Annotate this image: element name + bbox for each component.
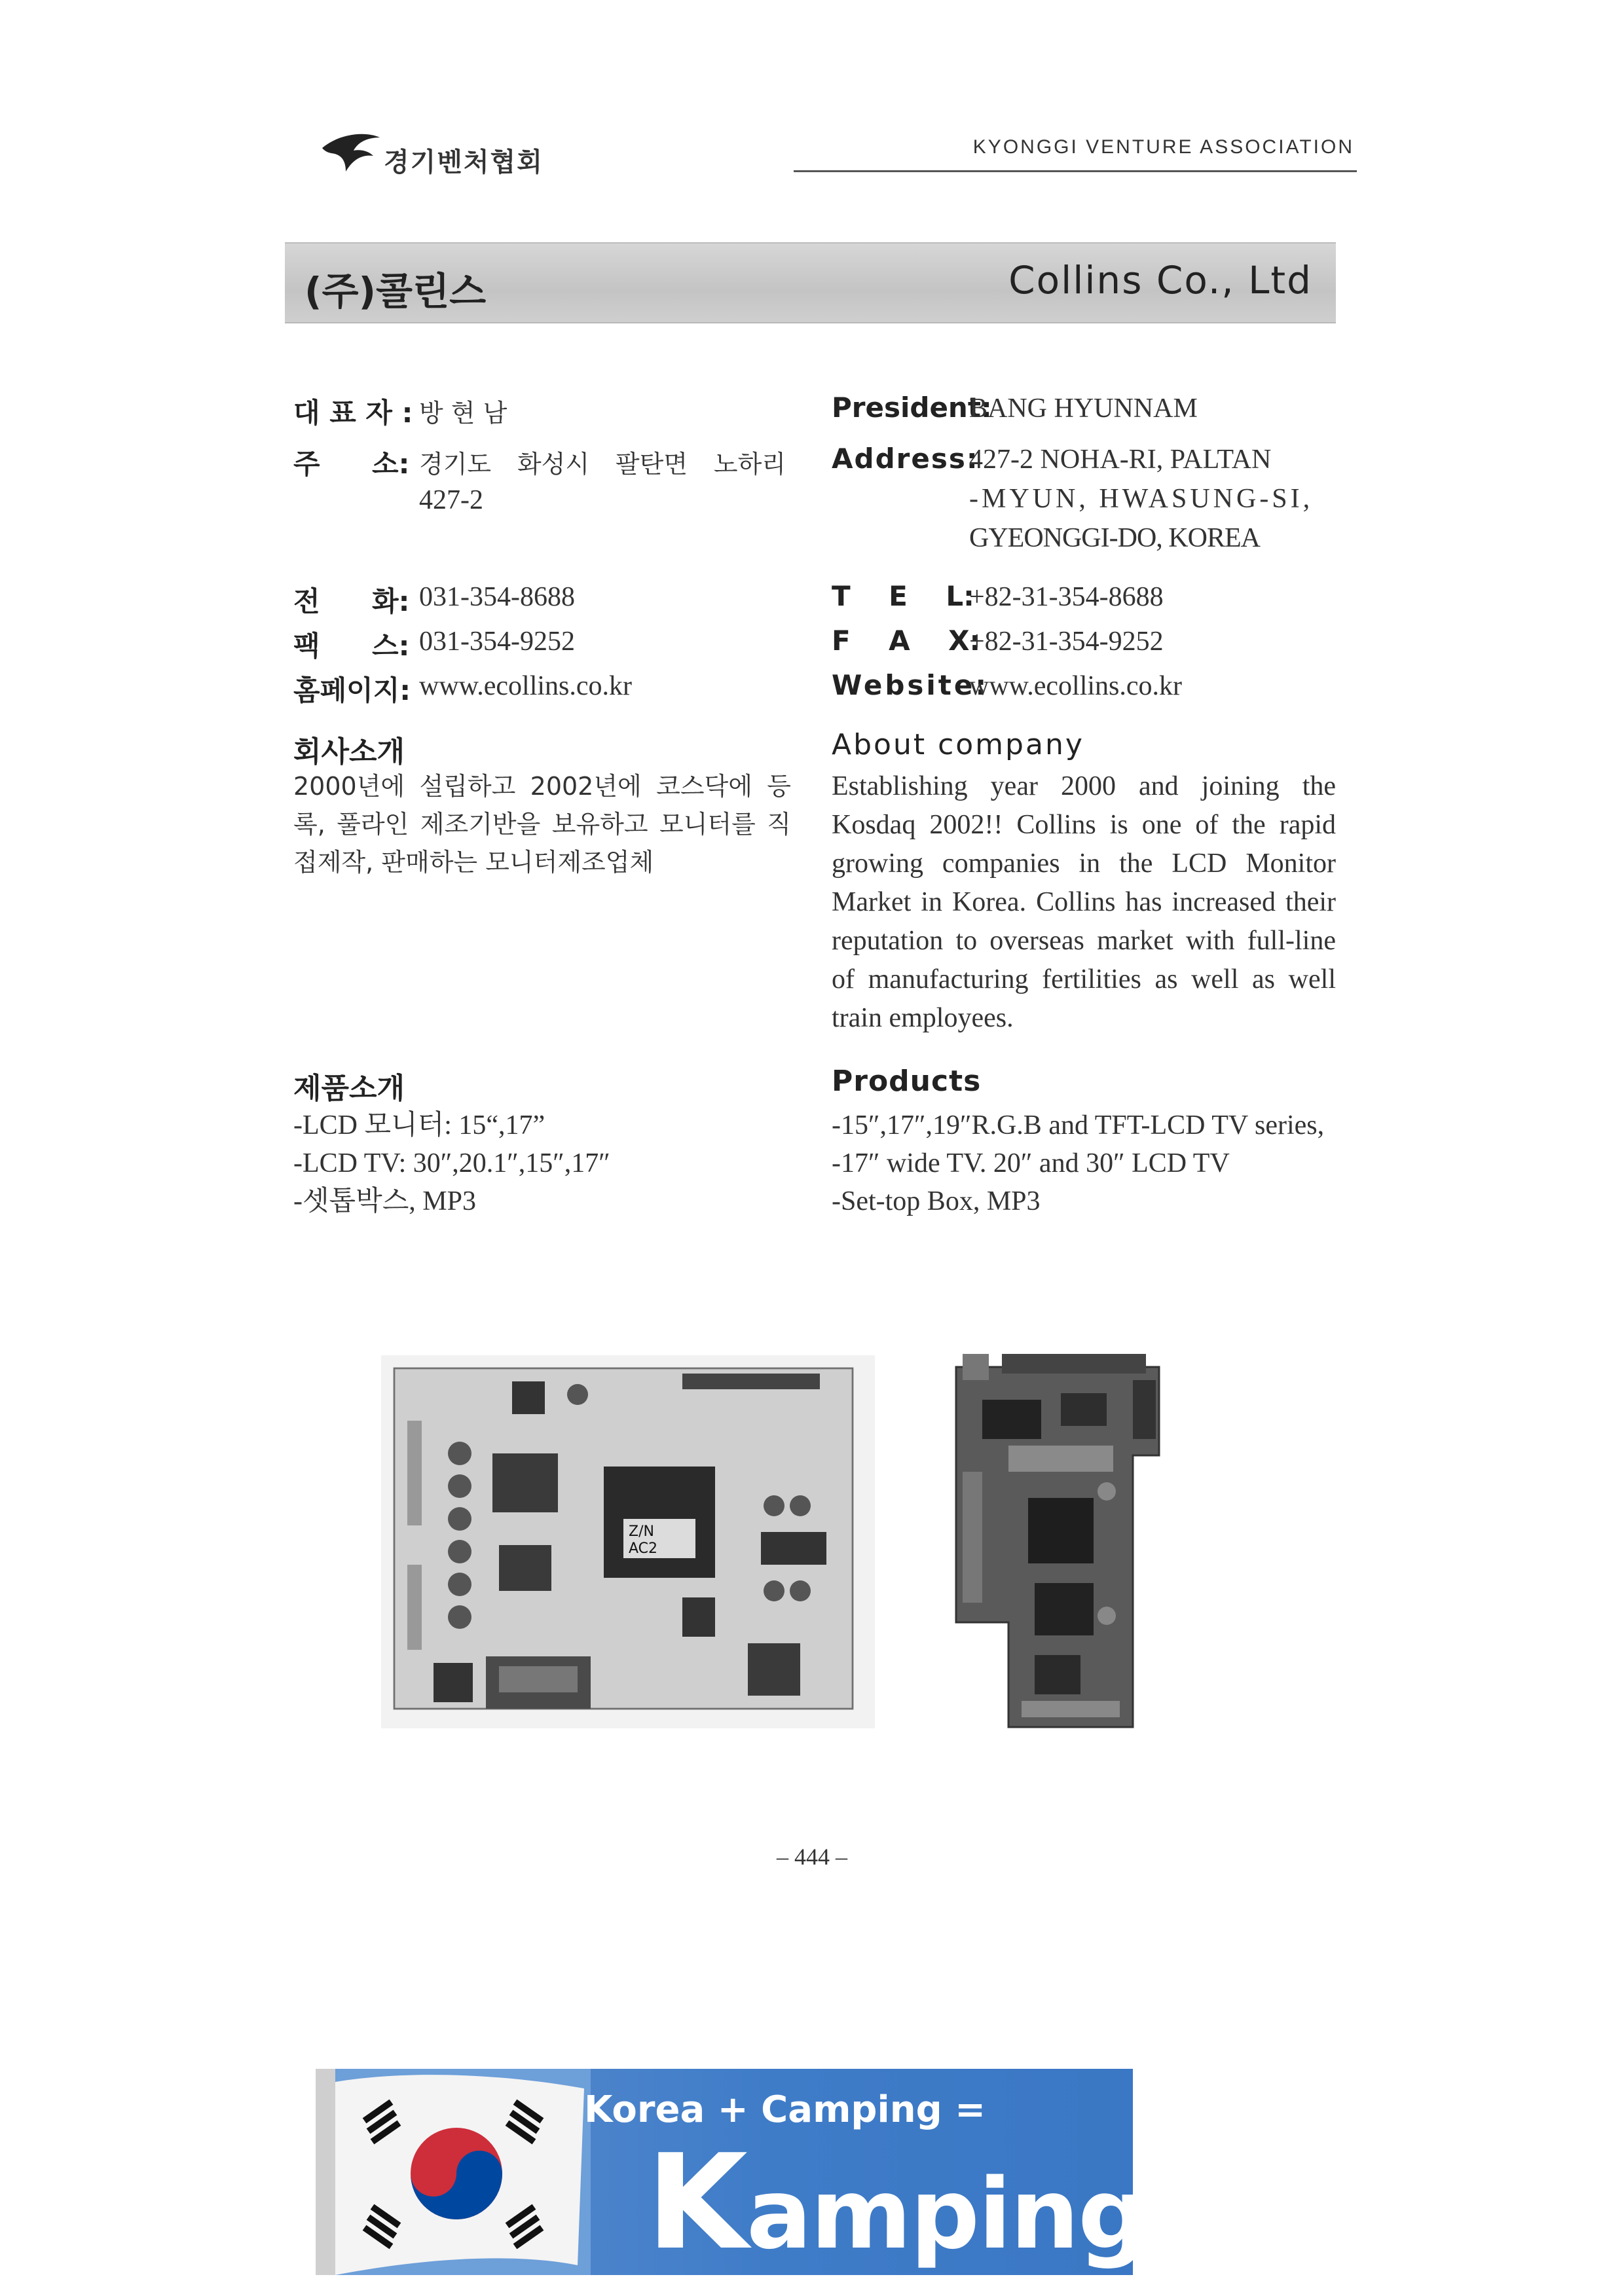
president-value: BANG HYUNNAM [969, 393, 1198, 424]
association-name: KYONGGI VENTURE ASSOCIATION [972, 136, 1354, 158]
products-heading-ko: 제품소개 [293, 1072, 405, 1105]
products-list-en [832, 1106, 1336, 1220]
korean-flag-icon [316, 2069, 591, 2275]
fax-label-ko: 팩 [293, 630, 320, 662]
phone-value-ko: 031-354-8688 [419, 582, 575, 612]
products-heading-en: Products [832, 1065, 982, 1098]
banner-brand [646, 2126, 1276, 2289]
tel-value: +82-31-354-8688 [969, 582, 1164, 612]
about-heading-en: About company [832, 728, 1084, 761]
svg-text:AC2: AC2 [629, 1540, 658, 1557]
circuit-board-image [381, 1355, 875, 1728]
kamping-banner[interactable] [316, 2069, 1276, 2279]
header-divider [794, 170, 1357, 172]
fax-label-en: F A X: [832, 625, 981, 657]
circuit-board-image-2 [936, 1341, 1172, 1734]
association-logo [320, 128, 595, 181]
address-value-ko-line1: 경기도 화성시 팔탄면 노하리 [419, 450, 786, 479]
product-item-ko: -LCD TV: 30″,20.1″,15″,17″ [293, 1148, 610, 1178]
fax-value-ko: 031-354-9252 [419, 627, 575, 657]
product-item-en: -17″ wide TV. 20″ and 30″ LCD TV [832, 1148, 1230, 1178]
tel-label: T E L: [832, 580, 974, 612]
banner-tagline: Korea + Camping = [584, 2088, 986, 2131]
address-label-ko: 주 [293, 448, 320, 480]
svg-text:Z/N: Z/N [629, 1523, 654, 1540]
product-item-en: -Set-top Box, MP3 [832, 1186, 1041, 1216]
website-label: Website: [832, 669, 989, 701]
address-value-en-line2: -MYUN, HWASUNG-SI, [969, 484, 1314, 514]
page-number: – 444 – [777, 1844, 847, 1870]
logo-text: 경기벤처협회 [384, 147, 544, 177]
tv-board-photo [936, 1341, 1172, 1734]
fax-value-en: +82-31-354-9252 [969, 627, 1164, 657]
fax-label-ko-2: 스: [372, 630, 410, 662]
company-name-english: Collins Co., Ltd [1008, 258, 1312, 302]
product-item-ko: -셋톱박스, MP3 [293, 1186, 476, 1216]
representative-label: 대 표 자 : [293, 397, 413, 429]
about-text-en: Establishing year 2000 and joining the Kosdaq 2002!! Collins is one of the rapid growing companies in the LCD Monitor Market in Korea. Collins has increased their reputation to overseas market with full-line of manufacturing fertilities as well as well train employees. [832, 771, 1336, 1033]
about-heading-ko: 회사소개 [293, 735, 405, 769]
address-label-en: Address: [832, 443, 979, 475]
product-item-ko: -LCD 모니터: 15“,17” [293, 1110, 545, 1140]
about-text-ko: 2000년에 설립하고 2002년에 코스닥에 등록, 풀라인 제조기반을 보유하고 모니터를 직접제작, 판매하는 모니터제조업체 [293, 772, 791, 877]
phone-label-ko-2: 화: [372, 585, 410, 617]
address-value-en-line1: 427-2 NOHA-RI, PALTAN [969, 445, 1272, 475]
banner-brand-rest: amping [746, 2158, 1147, 2270]
phone-label-ko: 전 [293, 585, 320, 617]
homepage-value[interactable]: www.ecollins.co.kr [419, 671, 633, 701]
controller-board-photo [381, 1355, 875, 1728]
swallow-logo-icon [320, 128, 382, 174]
banner-domain-suffix: .co.kr [1146, 2210, 1276, 2257]
product-item-en: -15″,17″,19″R.G.B and TFT-LCD TV series, [832, 1110, 1325, 1140]
homepage-label: 홈페이지: [293, 674, 411, 706]
president-label: President: [832, 392, 992, 424]
address-value-en-line3: GYEONGGI-DO, KOREA [969, 523, 1260, 553]
company-title-band [285, 242, 1336, 323]
company-name-korean: (주)콜린스 [304, 269, 487, 314]
website-value[interactable]: www.ecollins.co.kr [969, 671, 1183, 701]
banner-brand-initial: K [646, 2126, 747, 2279]
products-list-ko [293, 1106, 610, 1220]
representative-value: 방 현 남 [419, 399, 507, 428]
address-value-ko-line2: 427-2 [419, 485, 483, 515]
address-label-ko-2: 소: [372, 448, 410, 480]
